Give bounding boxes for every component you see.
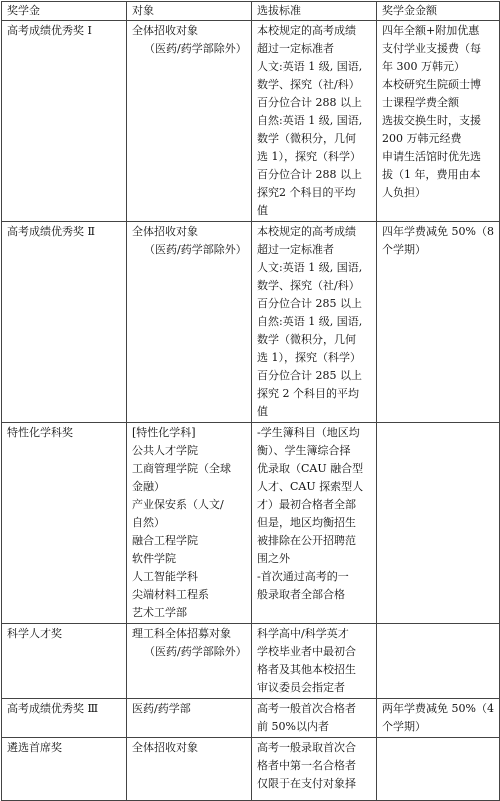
target-cell [127,699,252,738]
criteria-line: 数学（微积分，几何 [257,132,356,145]
criteria-line: 探究2 个科目的平均 [257,186,356,199]
criteria-line: 般录取者全部合格 [257,588,345,601]
table-body [2,21,500,801]
criteria-line: 高考一般首次合格者 [257,702,356,715]
criteria-line: 科学高中/科学英才 [257,627,349,640]
amount-line: 人负担） [382,186,426,199]
criteria-cell [252,21,377,222]
target-line: 金融） [132,480,165,493]
scholarship-name-cell [2,423,127,624]
criteria-line: 数学、探究（社/科） [257,279,360,292]
criteria-line: 仅限于在支付对象择 [257,777,356,790]
criteria-line: 被排除在公开招聘范 [257,534,356,547]
criteria-line: 本校规定的高考成绩 [257,225,356,238]
amount-line: 申请生活馆时优先选 [382,150,481,163]
target-line: （医药/药学部除外） [144,42,247,55]
criteria-line: 百分位合计 285 以上 [257,297,362,310]
header-amount: 奖学金金额 [377,2,500,21]
scholarship-name: 遴选首席奖 [7,741,62,754]
table-row [2,222,500,423]
amount-cell [377,222,500,423]
criteria-cell [252,699,377,738]
amount-line: 四年全额+附加优惠 [382,24,480,37]
criteria-line: 学校毕业者中最初合 [257,645,356,658]
criteria-cell [252,423,377,624]
scholarship-name: 高考成绩优秀奖 Ⅲ [7,702,99,715]
amount-cell [377,738,500,801]
criteria-cell [252,624,377,699]
scholarship-name: 特性化学科奖 [7,426,73,439]
table-row [2,624,500,699]
target-line: 全体招收对象 [132,24,198,37]
target-line: 工商管理学院（全球 [132,462,231,475]
criteria-line: 值 [257,405,268,418]
scholarship-name: 高考成绩优秀奖 Ⅰ [7,24,92,37]
criteria-line: 优录取（CAU 融合型 [257,462,364,475]
scholarship-name-cell [2,21,127,222]
target-line: 产业保安系（人文/ [132,498,224,511]
criteria-line: 格者及其他本校招生 [257,663,356,676]
criteria-line: 数学（微积分，几何 [257,333,356,346]
table-row [2,738,500,801]
header-target: 对象 [127,2,252,21]
header-row [2,2,500,21]
amount-line: 两年学费减免 50%（4 [382,702,494,715]
criteria-line: 自然:英语 1 级, 国语, [257,114,363,127]
amount-line: 个学期） [382,720,426,733]
target-line: 自然） [132,516,165,529]
criteria-line: 人才、CAU 探索型人 [257,480,364,493]
scholarship-name-cell [2,624,127,699]
target-cell [127,21,252,222]
table-row [2,699,500,738]
criteria-line: 值 [257,204,268,217]
scholarship-name-cell [2,699,127,738]
header-scholarship: 奖学金 [2,2,127,21]
amount-line: 200 万韩元经费 [382,132,462,145]
amount-line: 支付学业支援费（每 [382,42,481,55]
amount-line: 士课程学费全额 [382,96,459,109]
amount-line: 选拔交换生时，支援 [382,114,481,127]
criteria-line: 百分位合计 288 以上 [257,168,362,181]
criteria-line: 才）最初合格者全部 [257,498,356,511]
target-line: 全体招收对象 [132,741,198,754]
criteria-cell [252,222,377,423]
criteria-line: 前 50%以内者 [257,720,329,733]
amount-cell [377,423,500,624]
criteria-line: 衡）、学生簿综合择 [257,444,351,457]
target-line: （医药/药学部除外） [144,645,247,658]
criteria-line: 本校规定的高考成绩 [257,24,356,37]
target-line: 医药/药学部 [132,702,191,715]
criteria-line: 人文:英语 1 级, 国语, [257,261,363,274]
criteria-line: 人文:英语 1 级, 国语, [257,60,363,73]
target-line: 融合工程学院 [132,534,198,547]
criteria-line: 围之外 [257,552,290,565]
target-cell [127,423,252,624]
target-line: 公共人才学院 [132,444,198,457]
scholarship-name-cell [2,222,127,423]
target-line: 软件学院 [132,552,176,565]
criteria-line: 高考一般录取首次合 [257,741,356,754]
target-line: 艺术工学部 [132,606,187,619]
target-cell [127,222,252,423]
target-line: 理工科全体招募对象 [132,627,231,640]
criteria-line: -首次通过高考的一 [257,570,349,583]
table-row [2,21,500,222]
table-row [2,423,500,624]
criteria-line: 探究 2 个科目的平均 [257,387,359,400]
header-criteria: 选拔标准 [252,2,377,21]
criteria-line: 但是，地区均衡招生 [257,516,356,529]
amount-line: 年 300 万韩元） [382,60,465,73]
amount-line: 个学期） [382,243,426,256]
criteria-line: -学生簿科目（地区均 [257,426,360,439]
criteria-line: 自然:英语 1 级, 国语, [257,315,363,328]
criteria-line: 选 1），探究（科学） [257,351,361,364]
target-line: 尖端材料工程系 [132,588,209,601]
target-line: 人工智能学科 [132,570,198,583]
criteria-cell [252,738,377,801]
target-cell [127,738,252,801]
amount-line: 本校研究生院硕士博 [382,78,481,91]
criteria-line: 超过一定标准者 [257,243,334,256]
criteria-line: 选 1），探究（科学） [257,150,361,163]
criteria-line: 格者中第一名合格者 [257,759,356,772]
criteria-line: 数学、探究（社/科） [257,78,360,91]
amount-cell [377,699,500,738]
scholarship-table [1,1,500,801]
criteria-line: 百分位合计 288 以上 [257,96,362,109]
scholarship-name: 高考成绩优秀奖 Ⅱ [7,225,95,238]
target-line: 全体招收对象 [132,225,198,238]
target-line: （医药/药学部除外） [144,243,247,256]
target-line: [特性化学科] [132,426,196,439]
scholarship-name: 科学人才奖 [7,627,62,640]
amount-line: 四年学费减免 50%（8 [382,225,494,238]
criteria-line: 超过一定标准者 [257,42,334,55]
target-cell [127,624,252,699]
criteria-line: 百分位合计 285 以上 [257,369,362,382]
scholarship-name-cell [2,738,127,801]
amount-cell [377,21,500,222]
amount-line: 拔（1 年，费用由本 [382,168,481,181]
amount-cell [377,624,500,699]
criteria-line: 审议委员会指定者 [257,681,345,694]
